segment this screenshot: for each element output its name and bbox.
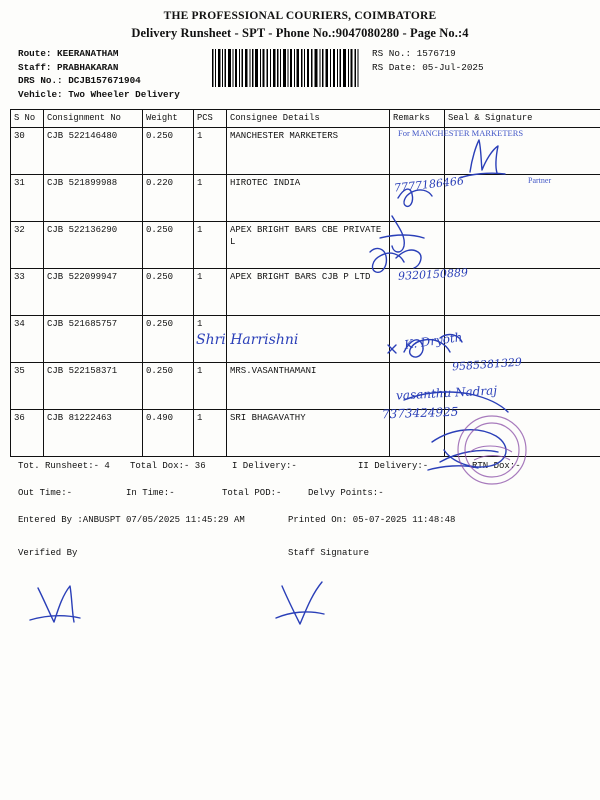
column-weight: Weight [143, 110, 194, 128]
cell-consignee: MANCHESTER MARKETERS [227, 128, 390, 175]
entered-by: Entered By :ANBUSPT 07/05/2025 11:45:29 AM [18, 515, 245, 525]
handwritten-name-row35: vasanthu Nadraj [395, 383, 498, 403]
audit-row [10, 515, 590, 530]
table-header-row [11, 110, 600, 128]
cell-sno: 36 [11, 410, 44, 457]
column-consignment-no: Consignment No [44, 110, 143, 128]
cell-remarks [390, 175, 445, 222]
cell-consignee: SRI BHAGAVATHY [227, 410, 390, 457]
cell-weight: 0.250 [143, 316, 194, 363]
cell-seal [445, 316, 600, 363]
cell-remarks [390, 128, 445, 175]
cell-seal [445, 128, 600, 175]
route-info-block [18, 47, 180, 101]
cell-consignee [227, 316, 390, 363]
company-title: THE PROFESSIONAL COURIERS, COIMBATORE [163, 10, 437, 22]
cell-sno: 31 [11, 175, 44, 222]
cell-remarks [390, 316, 445, 363]
cell-pcs: 1 [194, 222, 227, 269]
delivery-points: Delvy Points:- [308, 488, 384, 498]
drs-line: DRS No.: DCJB157671904 [18, 75, 141, 87]
header-meta [10, 47, 590, 109]
rs-number-line: RS No.: 1576719 [372, 48, 456, 59]
cell-pcs: 1 [194, 175, 227, 222]
cell-seal [445, 363, 600, 410]
cell-pcs: 1 [194, 128, 227, 175]
cell-consignee: HIROTEC INDIA [227, 175, 390, 222]
rs-date-line: RS Date: 05-Jul-2025 [372, 61, 484, 73]
cell-pcs: 1 [194, 316, 227, 363]
second-delivery: II Delivery:- [358, 461, 429, 471]
table-row [11, 222, 600, 269]
cell-consignee: MRS.VASANTHAMANI [227, 363, 390, 410]
out-time: Out Time:- [18, 488, 73, 498]
cell-consignment-no: CJB 522146480 [44, 128, 143, 175]
cell-seal [445, 222, 600, 269]
cell-pcs: 1 [194, 363, 227, 410]
handwritten-name-row34: K. Dryoth [403, 329, 464, 353]
stamp-role-text: Partner [528, 176, 552, 185]
page-title: Delivery Runsheet - SPT - Phone No.:9047080280 - Page No.:4 [131, 26, 469, 40]
cell-remarks [390, 363, 445, 410]
cell-sno: 32 [11, 222, 44, 269]
cell-remarks [390, 222, 445, 269]
handwritten-phone-row32: 7777186466 [393, 174, 465, 195]
vehicle-line: Vehicle: Two Wheeler Delivery [18, 88, 180, 100]
table-body [11, 128, 600, 457]
cell-weight: 0.250 [143, 269, 194, 316]
consignment-table [10, 109, 600, 457]
barcode-image [210, 49, 360, 87]
table-row [11, 175, 600, 222]
cell-seal [445, 410, 600, 457]
rs-info-block [372, 47, 484, 74]
cell-remarks [390, 410, 445, 457]
cell-seal [445, 269, 600, 316]
table-row [11, 410, 600, 457]
column-pcs: PCS [194, 110, 227, 128]
barcode [210, 49, 360, 87]
handwritten-phone-row34: 9585381329 [451, 355, 523, 374]
column-remarks: Remarks [390, 110, 445, 128]
table-row [11, 316, 600, 363]
cell-consignment-no: CJB 521899988 [44, 175, 143, 222]
cell-consignee: APEX BRIGHT BARS CBE PRIVATE L [227, 222, 390, 269]
time-row [10, 488, 590, 503]
cell-seal [445, 175, 600, 222]
cell-weight: 0.220 [143, 175, 194, 222]
column-sno: S No [11, 110, 44, 128]
verified-by-label: Verified By [18, 548, 78, 558]
cell-consignee: APEX BRIGHT BARS CJB P LTD [227, 269, 390, 316]
cell-sno: 34 [11, 316, 44, 363]
cell-sno: 33 [11, 269, 44, 316]
total-runsheet: Tot. Runsheet:- 4 [18, 461, 110, 471]
signature-row [10, 548, 590, 563]
in-time: In Time:- [126, 488, 175, 498]
cell-consignment-no: CJB 522136290 [44, 222, 143, 269]
handwritten-consignee-row34: Shri Harrishni [196, 332, 299, 348]
table-row [11, 269, 600, 316]
cell-consignment-no: CJB 521685757 [44, 316, 143, 363]
cell-weight: 0.250 [143, 363, 194, 410]
stamp-company-text: For MANCHESTER MARKETERS [398, 128, 524, 138]
staff-line: Staff: PRABHAKARAN [18, 61, 119, 73]
total-dox: Total Dox:- 36 [130, 461, 206, 471]
cell-weight: 0.490 [143, 410, 194, 457]
handwritten-phone-row33: 9320150889 [397, 266, 469, 283]
cell-sno: 30 [11, 128, 44, 175]
totals-row [10, 461, 590, 476]
table-row [11, 128, 600, 175]
cell-weight: 0.250 [143, 128, 194, 175]
table-header [11, 110, 600, 128]
return-dox: RTN Dox:- [472, 461, 521, 471]
cell-sno: 35 [11, 363, 44, 410]
delivery-runsheet [10, 8, 590, 563]
first-delivery: I Delivery:- [232, 461, 297, 471]
cell-weight: 0.250 [143, 222, 194, 269]
staff-signature-label: Staff Signature [288, 548, 370, 558]
cell-remarks [390, 269, 445, 316]
cell-consignment-no: CJB 522099947 [44, 269, 143, 316]
cell-pcs: 1 [194, 269, 227, 316]
column-seal-signature: Seal & Signature [445, 110, 600, 128]
cell-consignment-no: CJB 81222463 [44, 410, 143, 457]
handwritten-phone-row35: 7373424925 [381, 404, 459, 422]
column-consignee-details: Consignee Details [227, 110, 390, 128]
cell-pcs: 1 [194, 410, 227, 457]
total-pod: Total POD:- [222, 488, 282, 498]
cell-consignment-no: CJB 522158371 [44, 363, 143, 410]
printed-on: Printed On: 05-07-2025 11:48:48 [288, 515, 456, 525]
table-row [11, 363, 600, 410]
route-line: Route: KEERANATHAM [18, 48, 119, 59]
